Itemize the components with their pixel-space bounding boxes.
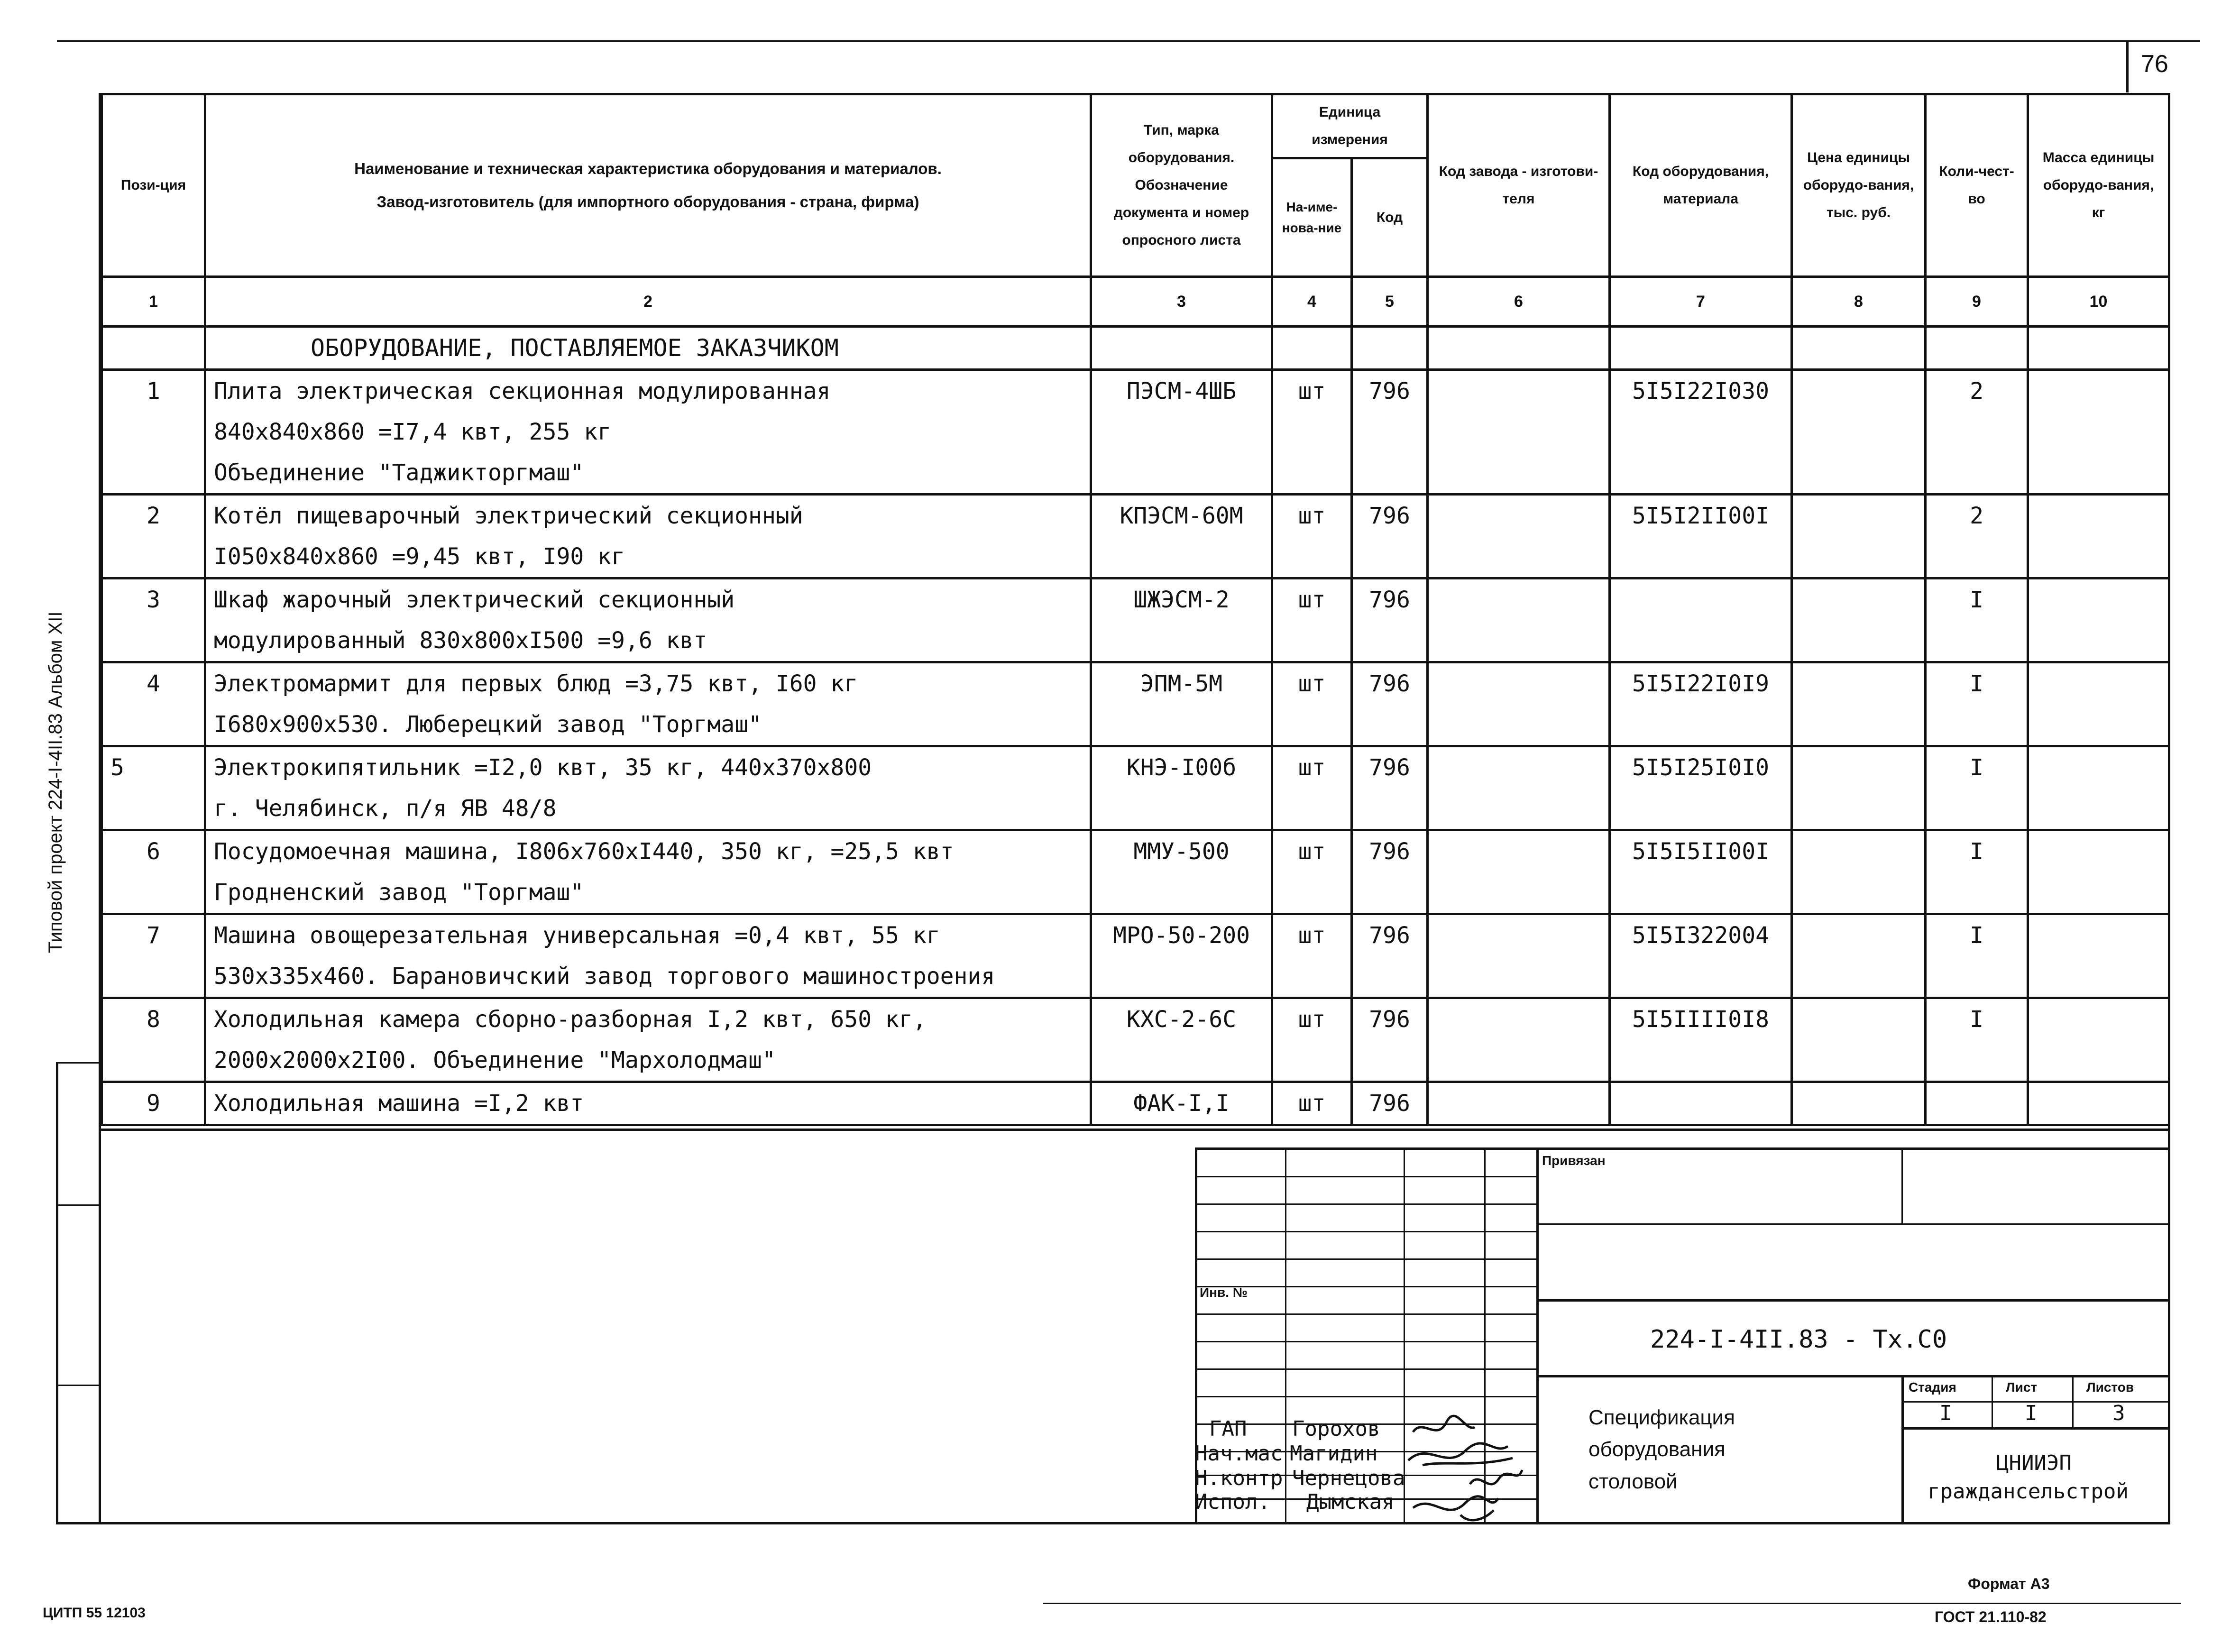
cell-code: 796	[1352, 746, 1428, 789]
footer-gost: ГОСТ 21.110-82	[1935, 1608, 2047, 1625]
cell-unit: шт	[1272, 746, 1352, 789]
cell-empty	[1428, 452, 1610, 495]
cell-empty	[1792, 1040, 1926, 1082]
signatures-image	[1404, 1413, 1546, 1527]
org-line-1: ЦНИИЭП	[1996, 1451, 2072, 1475]
cell-empty	[1792, 412, 1926, 452]
colnum-5: 5	[1352, 277, 1428, 327]
cell-type: ПЭСМ-4ШБ	[1091, 370, 1272, 412]
cell-eq_code	[1610, 788, 1792, 830]
cell-pos	[102, 704, 205, 746]
cell-type	[1091, 452, 1272, 495]
cell-code	[1352, 620, 1428, 662]
cell-empty	[1792, 998, 1926, 1040]
cell-pos: 8	[102, 998, 205, 1040]
colnum-9: 9	[1926, 277, 2028, 327]
cell-qty	[1926, 536, 2028, 578]
margin-tick-2	[56, 1204, 99, 1206]
cell-empty	[1792, 452, 1926, 495]
cell-type: КНЭ-I00б	[1091, 746, 1272, 789]
cell-empty	[1792, 536, 1926, 578]
cell-empty	[1792, 662, 1926, 705]
cell-empty	[1428, 620, 1610, 662]
cell-qty	[1926, 704, 2028, 746]
cell-name: 840x840x860 =I7,4 квт, 255 кг	[205, 412, 1091, 452]
cell-eq_code	[1610, 536, 1792, 578]
cell-name: Машина овощерезательная универсальная =0,4 квт, 55 кг	[205, 914, 1091, 956]
person-role-2: Нач.мас	[1195, 1441, 1283, 1466]
table-bottom-frame	[101, 1129, 2170, 1131]
cell-unit	[1272, 704, 1352, 746]
cell-type	[1091, 872, 1272, 914]
cell-name: Гродненский завод "Торгмаш"	[205, 872, 1091, 914]
cell-empty	[1428, 704, 1610, 746]
cell-unit	[1272, 872, 1352, 914]
table-row	[102, 746, 2169, 789]
cell-type	[1091, 620, 1272, 662]
cell-qty: I	[1926, 998, 2028, 1040]
table-row	[102, 452, 2169, 495]
cell-empty	[1792, 872, 1926, 914]
table-row	[102, 412, 2169, 452]
cell-unit: шт	[1272, 914, 1352, 956]
document-designation: 224-I-4II.83 - Тх.С0	[1650, 1325, 1947, 1354]
cell-code	[1352, 536, 1428, 578]
cell-empty	[1428, 370, 1610, 412]
cell-eq_code: 5I5I322004	[1610, 914, 1792, 956]
cell-empty	[1428, 412, 1610, 452]
cell-qty: I	[1926, 578, 2028, 621]
cell-eq_code	[1610, 956, 1792, 998]
cell-name: Шкаф жарочный электрический секционный	[205, 578, 1091, 621]
cell-code	[1352, 788, 1428, 830]
cell-type	[1091, 788, 1272, 830]
cell-empty	[2028, 662, 2169, 705]
cell-pos	[102, 872, 205, 914]
header-equipment-code: Код оборудования, материала	[1610, 94, 1792, 277]
cell-eq_code: 5I5IIII0I8	[1610, 998, 1792, 1040]
title-block	[1195, 1147, 2170, 1522]
cell-empty	[1428, 872, 1610, 914]
cell-qty	[1926, 412, 2028, 452]
cell-eq_code: 5I5I2II00I	[1610, 495, 1792, 537]
colnum-3: 3	[1091, 277, 1272, 327]
cell-code	[1352, 872, 1428, 914]
cell-qty: I	[1926, 662, 2028, 705]
table-row	[102, 536, 2169, 578]
cell-name: Посудомоечная машина, I806x760xI440, 350 кг, =25,5 квт	[205, 830, 1091, 872]
sheet-number: 76	[2141, 50, 2168, 78]
cell-pos: 4	[102, 662, 205, 705]
cell-name: Холодильная машина =I,2 квт	[205, 1082, 1091, 1125]
listov-value: 3	[2112, 1401, 2125, 1425]
header-type: Тип, марка оборудования. Обозначение документа и номер опросного листа	[1091, 94, 1272, 277]
cell-unit	[1272, 452, 1352, 495]
cell-qty: I	[1926, 746, 2028, 789]
cell-type: ЭПМ-5М	[1091, 662, 1272, 705]
table-row	[102, 1040, 2169, 1082]
cell-unit	[1272, 956, 1352, 998]
cell-pos	[102, 412, 205, 452]
cell-empty	[2028, 788, 2169, 830]
cell-pos: 3	[102, 578, 205, 621]
header-unit: Единица измерения	[1272, 94, 1428, 158]
person-name-4: Дымская	[1306, 1490, 1395, 1514]
stadia-value: I	[1939, 1401, 1952, 1425]
table-row	[102, 704, 2169, 746]
colnum-2: 2	[205, 277, 1091, 327]
colnum-10: 10	[2028, 277, 2169, 327]
section-title: ОБОРУДОВАНИЕ, ПОСТАВЛЯЕМОЕ ЗАКАЗЧИКОМ	[205, 327, 1091, 370]
cell-qty: I	[1926, 830, 2028, 872]
cell-eq_code	[1610, 1082, 1792, 1125]
cell-unit: шт	[1272, 495, 1352, 537]
cell-empty	[1792, 620, 1926, 662]
cell-unit	[1272, 788, 1352, 830]
cell-qty: 2	[1926, 495, 2028, 537]
cell-empty	[1428, 830, 1610, 872]
cell-unit: шт	[1272, 998, 1352, 1040]
cell-qty	[1926, 620, 2028, 662]
cell-eq_code	[1610, 620, 1792, 662]
cell-empty	[2028, 412, 2169, 452]
cell-type	[1091, 956, 1272, 998]
cell-name: Котёл пищеварочный электрический секционный	[205, 495, 1091, 537]
cell-empty	[2028, 1082, 2169, 1125]
bottom-frame-line	[56, 1522, 2170, 1524]
cell-type	[1091, 536, 1272, 578]
cell-pos	[102, 956, 205, 998]
cell-eq_code: 5I5I22I0I9	[1610, 662, 1792, 705]
table-row	[102, 620, 2169, 662]
cell-name: Холодильная камера сборно-разборная I,2 квт, 650 кг,	[205, 998, 1091, 1040]
cell-empty	[2028, 578, 2169, 621]
cell-eq_code: 5I5I5II00I	[1610, 830, 1792, 872]
cell-type	[1091, 704, 1272, 746]
cell-pos: 7	[102, 914, 205, 956]
specification-table	[101, 93, 2170, 1126]
table-row	[102, 830, 2169, 872]
cell-unit: шт	[1272, 830, 1352, 872]
table-row	[102, 872, 2169, 914]
colnum-8: 8	[1792, 277, 1926, 327]
header-factory-code: Код завода - изготови-теля	[1428, 94, 1610, 277]
person-role-1: ГАП	[1209, 1417, 1247, 1441]
cell-empty	[2028, 495, 2169, 537]
cell-eq_code: 5I5I25I0I0	[1610, 746, 1792, 789]
cell-type: КХС-2-6С	[1091, 998, 1272, 1040]
cell-name: I050x840x860 =9,45 квт, I90 кг	[205, 536, 1091, 578]
header-quantity: Коли-чест-во	[1926, 94, 2028, 277]
cell-type: МРО-50-200	[1091, 914, 1272, 956]
cell-empty	[1792, 495, 1926, 537]
cell-name: г. Челябинск, п/я ЯВ 48/8	[205, 788, 1091, 830]
colnum-4: 4	[1272, 277, 1352, 327]
cell-code: 796	[1352, 370, 1428, 412]
title-line-3: столовой	[1588, 1470, 1678, 1493]
cell-empty	[1792, 956, 1926, 998]
side-label: Типовой проект 224-I-4II.83 Альбом XII	[45, 611, 66, 953]
cell-code: 796	[1352, 495, 1428, 537]
cell-name: Электромармит для первых блюд =3,75 квт, I60 кг	[205, 662, 1091, 705]
header-name	[205, 94, 1091, 277]
column-numbers-row	[102, 277, 2169, 327]
title-line-1: Спецификация	[1588, 1406, 1735, 1429]
cell-name: 530x335x460. Барановичский завод торгового машиностроения	[205, 956, 1091, 998]
cell-empty	[1428, 1040, 1610, 1082]
cell-code: 796	[1352, 1082, 1428, 1125]
cell-empty	[1428, 536, 1610, 578]
cell-unit	[1272, 536, 1352, 578]
table-row	[102, 1082, 2169, 1125]
colnum-6: 6	[1428, 277, 1610, 327]
person-role-4: Испол.	[1195, 1490, 1270, 1514]
person-name-3: Чернецова	[1292, 1466, 1405, 1490]
cell-qty	[1926, 1040, 2028, 1082]
header-mass: Масса единицы оборудо-вания, кг	[2028, 94, 2169, 277]
cell-pos: 6	[102, 830, 205, 872]
top-border-line	[57, 40, 2200, 42]
cell-code: 796	[1352, 998, 1428, 1040]
cell-qty: I	[1926, 914, 2028, 956]
cell-eq_code	[1610, 872, 1792, 914]
sheet-number-box-left	[2126, 40, 2129, 92]
cell-code	[1352, 956, 1428, 998]
person-role-3: Н.контр	[1195, 1466, 1283, 1490]
cell-empty	[2028, 872, 2169, 914]
cell-code	[1352, 452, 1428, 495]
footer-format: Формат А3	[1968, 1575, 2050, 1592]
cell-empty	[2028, 998, 2169, 1040]
cell-eq_code	[1610, 1040, 1792, 1082]
cell-unit: шт	[1272, 662, 1352, 705]
colnum-1: 1	[102, 277, 205, 327]
person-name-2: Магидин	[1290, 1441, 1378, 1466]
cell-empty	[1428, 914, 1610, 956]
cell-empty	[1792, 914, 1926, 956]
cell-empty	[1428, 998, 1610, 1040]
cell-unit: шт	[1272, 370, 1352, 412]
cell-unit: шт	[1272, 578, 1352, 621]
cell-code: 796	[1352, 662, 1428, 705]
cell-code	[1352, 412, 1428, 452]
cell-empty	[1792, 578, 1926, 621]
org-line-2: граждансельстрой	[1928, 1479, 2129, 1504]
cell-qty: 2	[1926, 370, 2028, 412]
header-name-line1: Наименование и техническая характеристика оборудования и материалов.	[354, 160, 942, 177]
cell-empty	[1792, 704, 1926, 746]
cell-name: Электрокипятильник =I2,0 квт, 35 кг, 440x370x800	[205, 746, 1091, 789]
cell-pos	[102, 788, 205, 830]
cell-empty	[1428, 662, 1610, 705]
colnum-7: 7	[1610, 277, 1792, 327]
cell-empty	[1792, 830, 1926, 872]
cell-eq_code	[1610, 412, 1792, 452]
cell-type	[1091, 412, 1272, 452]
cell-type: ШЖЭСМ-2	[1091, 578, 1272, 621]
cell-qty	[1926, 1082, 2028, 1125]
cell-empty	[1428, 746, 1610, 789]
cell-empty	[2028, 914, 2169, 956]
cell-type: КПЭСМ-60М	[1091, 495, 1272, 537]
cell-empty	[1792, 746, 1926, 789]
list-label: Лист	[2006, 1380, 2038, 1395]
header-price: Цена единицы оборудо-вания, тыс. руб.	[1792, 94, 1926, 277]
left-margin-line	[56, 1062, 58, 1522]
cell-qty	[1926, 452, 2028, 495]
cell-name: I680x900x530. Люберецкий завод "Торгмаш"	[205, 704, 1091, 746]
cell-type: ММУ-500	[1091, 830, 1272, 872]
cell-code	[1352, 1040, 1428, 1082]
cell-empty	[1428, 495, 1610, 537]
cell-empty	[1792, 370, 1926, 412]
cell-code: 796	[1352, 830, 1428, 872]
header-unit-name: На-име-нова-ние	[1272, 158, 1352, 277]
header-name-line2: Завод-изготовитель (для импортного оборудования - страна, фирма)	[376, 193, 919, 211]
cell-empty	[2028, 1040, 2169, 1082]
cell-empty	[2028, 370, 2169, 412]
cell-empty	[2028, 704, 2169, 746]
table-row	[102, 578, 2169, 621]
cell-empty	[2028, 830, 2169, 872]
cell-eq_code	[1610, 452, 1792, 495]
header-position: Пози-ция	[102, 94, 205, 277]
cell-pos: 9	[102, 1082, 205, 1125]
cell-unit	[1272, 412, 1352, 452]
cell-name: Объединение "Таджикторгмаш"	[205, 452, 1091, 495]
table-row	[102, 998, 2169, 1040]
cell-qty	[1926, 788, 2028, 830]
cell-pos: 2	[102, 495, 205, 537]
cell-pos	[102, 536, 205, 578]
cell-type	[1091, 1040, 1272, 1082]
list-value: I	[2025, 1401, 2038, 1425]
person-name-1: Горохов	[1292, 1417, 1380, 1441]
cell-pos	[102, 1040, 205, 1082]
cell-empty	[2028, 620, 2169, 662]
cell-empty	[1428, 788, 1610, 830]
cell-code	[1352, 704, 1428, 746]
cell-empty	[1792, 788, 1926, 830]
cell-pos: 5	[102, 746, 205, 789]
cell-name: модулированный 830x800xI500 =9,6 квт	[205, 620, 1091, 662]
table-row	[102, 370, 2169, 412]
table-row	[102, 662, 2169, 705]
cell-empty	[1428, 956, 1610, 998]
cell-empty	[1428, 1082, 1610, 1125]
privyazan-label: Привязан	[1542, 1153, 1606, 1168]
table-row	[102, 788, 2169, 830]
cell-empty	[1792, 1082, 1926, 1125]
cell-name: 2000x2000x2I00. Объединение "Мархолодмаш"	[205, 1040, 1091, 1082]
cell-code: 796	[1352, 578, 1428, 621]
cell-pos	[102, 452, 205, 495]
cell-code: 796	[1352, 914, 1428, 956]
header-row	[102, 94, 2169, 158]
inv-no-label: Инв. №	[1200, 1285, 1248, 1300]
section-title-row	[102, 327, 2169, 370]
table-row	[102, 956, 2169, 998]
header-unit-code: Код	[1352, 158, 1428, 277]
cell-type: ФАК-I,I	[1091, 1082, 1272, 1125]
cell-unit	[1272, 620, 1352, 662]
cell-unit	[1272, 1040, 1352, 1082]
table-row	[102, 914, 2169, 956]
cell-unit: шт	[1272, 1082, 1352, 1125]
cell-name: Плита электрическая секционная модулированная	[205, 370, 1091, 412]
cell-empty	[1428, 578, 1610, 621]
listov-label: Листов	[2086, 1380, 2134, 1395]
margin-tick-3	[56, 1385, 99, 1386]
specification-rows	[102, 370, 2169, 1125]
cell-eq_code	[1610, 704, 1792, 746]
cell-empty	[2028, 536, 2169, 578]
footer-left-code: ЦИТП 55 12103	[43, 1605, 146, 1621]
margin-tick-1	[56, 1062, 99, 1064]
cell-eq_code: 5I5I22I030	[1610, 370, 1792, 412]
cell-pos	[102, 620, 205, 662]
cell-qty	[1926, 956, 2028, 998]
stadia-label: Стадия	[1909, 1380, 1956, 1395]
cell-empty	[2028, 746, 2169, 789]
cell-qty	[1926, 872, 2028, 914]
cell-empty	[2028, 956, 2169, 998]
table-row	[102, 495, 2169, 537]
footer-line	[1043, 1603, 2181, 1604]
cell-eq_code	[1610, 578, 1792, 621]
cell-empty	[2028, 452, 2169, 495]
title-line-2: оборудования	[1588, 1438, 1726, 1461]
cell-pos: 1	[102, 370, 205, 412]
